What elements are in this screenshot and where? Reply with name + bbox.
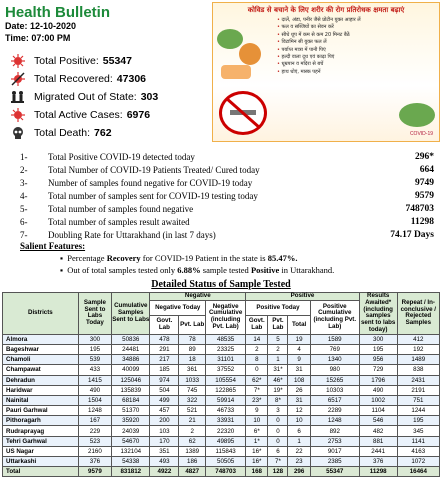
table-cell: 751 bbox=[397, 395, 439, 405]
table-cell: 31 bbox=[288, 395, 310, 405]
table-cell: 1796 bbox=[359, 375, 397, 385]
table-cell: 1 bbox=[288, 436, 310, 446]
table-cell: 50836 bbox=[112, 334, 150, 344]
table-cell: 1141 bbox=[397, 436, 439, 446]
district-cell: Total bbox=[3, 467, 79, 477]
table-cell: 1248 bbox=[78, 406, 111, 416]
table-cell: 24039 bbox=[112, 426, 150, 436]
table-total-row bbox=[3, 467, 440, 477]
table-cell: 9017 bbox=[310, 446, 359, 456]
table-row bbox=[3, 355, 440, 365]
summary-migrated bbox=[10, 89, 210, 105]
table-cell: 457 bbox=[150, 406, 179, 416]
poster-heading: कोविड से बचाने के लिए शरीर की रोग प्रतिरोधक क्षमता बढ़ाएं bbox=[247, 6, 405, 14]
summary-label: Total Recovered: bbox=[34, 73, 113, 85]
table-cell: 9579 bbox=[78, 467, 111, 477]
table-cell: 539 bbox=[78, 355, 111, 365]
covid-logo: COVID-19 bbox=[409, 131, 433, 137]
table-cell: 433 bbox=[78, 365, 111, 375]
table-cell: 229 bbox=[78, 426, 111, 436]
table-cell: 62* bbox=[246, 375, 268, 385]
table-cell: 1* bbox=[246, 436, 268, 446]
table-row bbox=[3, 446, 440, 456]
table-cell: 125046 bbox=[112, 375, 150, 385]
summary-label: Total Death: bbox=[34, 127, 91, 139]
food-bowl-image bbox=[221, 65, 251, 79]
table-cell: 33931 bbox=[206, 416, 246, 426]
col-group-negative: Negative bbox=[150, 293, 246, 301]
green-vegetables-image bbox=[399, 103, 435, 127]
table-cell: 23325 bbox=[206, 344, 246, 354]
summary-value: 303 bbox=[140, 91, 159, 103]
table-cell: 167 bbox=[78, 416, 111, 426]
table-cell: 31 bbox=[288, 365, 310, 375]
table-cell: 128 bbox=[268, 467, 288, 477]
table-cell: 2191 bbox=[397, 385, 439, 395]
summary-value: 6976 bbox=[126, 109, 151, 121]
table-cell: 0 bbox=[246, 365, 268, 375]
table-cell: 504 bbox=[150, 385, 179, 395]
table-cell: 31* bbox=[268, 365, 288, 375]
col-negative-cum: Negative Cumulative (including Pvt. Lab) bbox=[206, 300, 246, 334]
table-cell: 745 bbox=[179, 385, 206, 395]
table-cell: 4922 bbox=[150, 467, 179, 477]
table-cell: 4163 bbox=[397, 446, 439, 456]
table-cell: 6 bbox=[268, 446, 288, 456]
col-cum-sent: Cumulative Samples Sent to Labs bbox=[112, 293, 150, 335]
table-cell: 50505 bbox=[206, 457, 246, 467]
table-cell: 300 bbox=[359, 334, 397, 344]
table-cell: 490 bbox=[78, 385, 111, 395]
table-row bbox=[3, 344, 440, 354]
table-cell: 55347 bbox=[310, 467, 359, 477]
table-cell: 24481 bbox=[112, 344, 150, 354]
summary-value: 55347 bbox=[102, 55, 132, 67]
table-row bbox=[3, 334, 440, 344]
table-cell: 493 bbox=[150, 457, 179, 467]
table-cell: 23 bbox=[288, 457, 310, 467]
table-cell: 7* bbox=[246, 385, 268, 395]
stat-row: 1- Total Positive COVID-19 detected today 296* bbox=[20, 151, 434, 162]
table-cell: 6 bbox=[288, 426, 310, 436]
table-cell: 12 bbox=[288, 406, 310, 416]
table-cell: 3 bbox=[268, 406, 288, 416]
table-cell: 1504 bbox=[78, 395, 111, 405]
col-awaited: Results Awaited* (including samples sent to labs today) bbox=[360, 292, 396, 333]
virus-icon bbox=[10, 54, 26, 68]
recovered-virus-icon bbox=[10, 72, 26, 86]
table-cell: 16* bbox=[246, 446, 268, 456]
table-row bbox=[3, 406, 440, 416]
migration-icon bbox=[10, 90, 26, 104]
table-cell: 345 bbox=[397, 426, 439, 436]
table-cell: 1415 bbox=[78, 375, 111, 385]
table-cell: 37552 bbox=[206, 365, 246, 375]
table-cell: 22 bbox=[288, 446, 310, 456]
summary-label: Migrated Out of State: bbox=[34, 91, 137, 103]
table-cell: 54338 bbox=[112, 457, 150, 467]
col-repeat: Repeat / In-conclusive / Rejected Samples bbox=[397, 293, 439, 335]
table-cell: 769 bbox=[310, 344, 359, 354]
table-cell: 6517 bbox=[310, 395, 359, 405]
table-cell: 2289 bbox=[310, 406, 359, 416]
district-cell: Chamoli bbox=[3, 355, 79, 365]
sample-status-table bbox=[2, 292, 440, 477]
table-cell: 6* bbox=[246, 426, 268, 436]
table-cell: 490 bbox=[359, 385, 397, 395]
table-cell: 135839 bbox=[112, 385, 150, 395]
table-cell: 1072 bbox=[397, 457, 439, 467]
summary-label: Total Positive: bbox=[34, 55, 99, 67]
table-row bbox=[3, 457, 440, 467]
col-districts: Districts bbox=[3, 293, 79, 335]
table-cell: 376 bbox=[78, 457, 111, 467]
table-cell: 186 bbox=[179, 457, 206, 467]
summary-value: 762 bbox=[94, 127, 112, 139]
table-cell: 10 bbox=[288, 416, 310, 426]
table-cell: 200 bbox=[150, 416, 179, 426]
table-cell: 4827 bbox=[179, 467, 206, 477]
table-cell: 7* bbox=[268, 457, 288, 467]
table-cell: 48535 bbox=[206, 334, 246, 344]
table-cell: 217 bbox=[150, 355, 179, 365]
table-cell: 195 bbox=[397, 416, 439, 426]
table-cell: 2441 bbox=[359, 446, 397, 456]
table-cell: 1389 bbox=[179, 446, 206, 456]
col-positive-cum: Positive Cumulative (including Pvt. Lab) bbox=[310, 300, 359, 334]
table-cell: 2 bbox=[268, 344, 288, 354]
table-row bbox=[3, 395, 440, 405]
table-cell: 1 bbox=[268, 355, 288, 365]
table-cell: 4 bbox=[288, 344, 310, 354]
table-cell: 54670 bbox=[112, 436, 150, 446]
summary-total-death bbox=[10, 125, 210, 141]
table-cell: 35920 bbox=[112, 416, 150, 426]
table-cell: 2385 bbox=[310, 457, 359, 467]
table-cell: 51370 bbox=[112, 406, 150, 416]
summary-label: Total Active Cases: bbox=[34, 109, 123, 121]
district-cell: Almora bbox=[3, 334, 79, 344]
stat-row: 6- Total number of samples result awaited 11298 bbox=[20, 216, 434, 227]
col-negative-today: Negative Today bbox=[150, 300, 206, 316]
death-icon bbox=[10, 126, 26, 140]
district-cell: Champawat bbox=[3, 365, 79, 375]
table-cell: 49895 bbox=[206, 436, 246, 446]
table-cell: 546 bbox=[359, 416, 397, 426]
table-cell: 103 bbox=[150, 426, 179, 436]
table-cell: 729 bbox=[359, 365, 397, 375]
table-cell: 0 bbox=[268, 426, 288, 436]
table-cell: 478 bbox=[150, 334, 179, 344]
table-row bbox=[3, 436, 440, 446]
district-cell: Rudraprayag bbox=[3, 426, 79, 436]
table-cell: 1340 bbox=[310, 355, 359, 365]
bulletin-title: Health Bulletin bbox=[5, 4, 111, 21]
table-row bbox=[3, 426, 440, 436]
table-cell: 195 bbox=[78, 344, 111, 354]
table-cell: 10303 bbox=[310, 385, 359, 395]
table-row bbox=[3, 385, 440, 395]
table-cell: 192 bbox=[397, 344, 439, 354]
table-cell: 16* bbox=[246, 457, 268, 467]
table-cell: 482 bbox=[359, 426, 397, 436]
table-cell: 1248 bbox=[310, 416, 359, 426]
table-cell: 170 bbox=[150, 436, 179, 446]
summary-value: 47306 bbox=[116, 73, 146, 85]
stat-row: 2- Total Number of COVID-19 Patients Treated/ Cured today 664 bbox=[20, 164, 434, 175]
table-cell: 16464 bbox=[397, 467, 439, 477]
stat-row: 5- Total number of samples found negative 748703 bbox=[20, 203, 434, 214]
fruit-image bbox=[239, 43, 261, 65]
summary-total-recovered bbox=[10, 71, 210, 87]
col-pos-total: Total bbox=[288, 316, 310, 334]
table-cell: 89 bbox=[179, 344, 206, 354]
stat-row: 7- Doubling Rate for Uttarakhand (in last 7 days) 74.17 Days bbox=[20, 229, 434, 240]
table-row bbox=[3, 365, 440, 375]
virus-icon bbox=[10, 108, 26, 122]
table-cell: 1104 bbox=[359, 406, 397, 416]
table-cell: 105554 bbox=[206, 375, 246, 385]
table-cell: 31101 bbox=[206, 355, 246, 365]
table-cell: 881 bbox=[359, 436, 397, 446]
table-cell: 1489 bbox=[397, 355, 439, 365]
vegetables-image bbox=[217, 29, 243, 49]
no-smoking-icon bbox=[219, 91, 267, 135]
table-cell: 21 bbox=[179, 416, 206, 426]
table-title: Detailed Status of Sample Tested bbox=[151, 279, 291, 290]
table-cell: 1244 bbox=[397, 406, 439, 416]
table-cell: 122865 bbox=[206, 385, 246, 395]
table-cell: 8* bbox=[268, 395, 288, 405]
table-cell: 40099 bbox=[112, 365, 150, 375]
table-cell: 26 bbox=[288, 385, 310, 395]
immunity-poster bbox=[212, 2, 440, 142]
summary-total-positive bbox=[10, 53, 210, 69]
stat-row: 4- Total number of samples sent for COVID-19 testing today 9579 bbox=[20, 190, 434, 201]
table-cell: 974 bbox=[150, 375, 179, 385]
poster-tips: • दालें, अंडा, पनीर जैसे प्रोटीन युक्त आहार लें • फल व सब्जियों का सेवन करें • सीधे धूप में कम से कम 20 मिनट बैठें • विटामिन सी युक्त फल लें • पर्याप्त मात्रा में पानी पिएं • हल्दी वाला दूध एवं काढ़ा पिएं • धूम्रपान व मदिरा से बचें • हाथ धोएं, मास्क पहनें bbox=[277, 17, 439, 76]
table-cell: 18 bbox=[179, 355, 206, 365]
table-cell: 115843 bbox=[206, 446, 246, 456]
table-cell: 521 bbox=[179, 406, 206, 416]
table-row bbox=[3, 375, 440, 385]
district-cell: Tehri Garhwal bbox=[3, 436, 79, 446]
table-cell: 2431 bbox=[397, 375, 439, 385]
table-cell: 5 bbox=[268, 334, 288, 344]
district-cell: Nainital bbox=[3, 395, 79, 405]
col-sent-today: Sample Sent to Labs Today bbox=[78, 293, 111, 335]
table-cell: 14 bbox=[246, 334, 268, 344]
table-cell: 838 bbox=[397, 365, 439, 375]
table-cell: 892 bbox=[310, 426, 359, 436]
table-row bbox=[3, 416, 440, 426]
table-cell: 132104 bbox=[112, 446, 150, 456]
table-cell: 980 bbox=[310, 365, 359, 375]
col-positive-today: Positive Today bbox=[246, 300, 311, 316]
table-cell: 291 bbox=[150, 344, 179, 354]
bulletin-date: Date: 12-10-2020 bbox=[5, 21, 77, 31]
table-cell: 9 bbox=[246, 406, 268, 416]
table-cell: 1589 bbox=[310, 334, 359, 344]
table-cell: 523 bbox=[78, 436, 111, 446]
table-cell: 361 bbox=[179, 365, 206, 375]
table-cell: 499 bbox=[150, 395, 179, 405]
table-cell: 322 bbox=[179, 395, 206, 405]
col-pos-pvt: Pvt. Lab bbox=[268, 316, 288, 334]
table-cell: 11298 bbox=[359, 467, 397, 477]
table-cell: 351 bbox=[150, 446, 179, 456]
col-group-positive: Positive bbox=[246, 293, 360, 301]
summary-active-cases bbox=[10, 107, 210, 123]
col-neg-govt: Govt. Lab bbox=[150, 316, 179, 334]
salient-heading: Salient Features: bbox=[20, 241, 86, 251]
table-cell: 956 bbox=[359, 355, 397, 365]
salient-bullet-recovery: ▪ Percentage Recovery for COVID-19 Patient in the state is 85.47%. bbox=[60, 253, 298, 263]
table-cell: 62 bbox=[179, 436, 206, 446]
salient-bullet-positivity: ▪ Out of total samples tested only 6.88% sample tested Positive in Uttarakhand. bbox=[60, 265, 335, 275]
col-neg-pvt: Pvt. Lab bbox=[179, 316, 206, 334]
table-cell: 19* bbox=[268, 385, 288, 395]
table-cell: 10 bbox=[246, 416, 268, 426]
table-cell: 296 bbox=[288, 467, 310, 477]
table-cell: 9 bbox=[288, 355, 310, 365]
stat-row: 3- Number of samples found negative for COVID-19 today 9749 bbox=[20, 177, 434, 188]
district-cell: US Nagar bbox=[3, 446, 79, 456]
district-cell: Pauri Garhwal bbox=[3, 406, 79, 416]
table-cell: 2 bbox=[179, 426, 206, 436]
col-pos-govt: Govt. Lab bbox=[246, 316, 268, 334]
table-cell: 23* bbox=[246, 395, 268, 405]
table-cell: 108 bbox=[288, 375, 310, 385]
table-cell: 185 bbox=[150, 365, 179, 375]
table-cell: 46733 bbox=[206, 406, 246, 416]
table-cell: 59914 bbox=[206, 395, 246, 405]
table-cell: 19 bbox=[288, 334, 310, 344]
table-cell: 0 bbox=[268, 436, 288, 446]
table-cell: 300 bbox=[78, 334, 111, 344]
table-cell: 195 bbox=[359, 344, 397, 354]
district-cell: Uttarkashi bbox=[3, 457, 79, 467]
table-cell: 412 bbox=[397, 334, 439, 344]
district-cell: Bageshwar bbox=[3, 344, 79, 354]
table-cell: 22320 bbox=[206, 426, 246, 436]
bulletin-time: Time: 07:00 PM bbox=[5, 33, 71, 43]
district-cell: Haridwar bbox=[3, 385, 79, 395]
table-cell: 376 bbox=[359, 457, 397, 467]
table-cell: 46* bbox=[268, 375, 288, 385]
table-cell: 2160 bbox=[78, 446, 111, 456]
table-cell: 2 bbox=[246, 344, 268, 354]
table-cell: 831812 bbox=[112, 467, 150, 477]
table-cell: 168 bbox=[246, 467, 268, 477]
table-cell: 1002 bbox=[359, 395, 397, 405]
table-cell: 15265 bbox=[310, 375, 359, 385]
table-cell: 68184 bbox=[112, 395, 150, 405]
table-cell: 0 bbox=[268, 416, 288, 426]
table-cell: 78 bbox=[179, 334, 206, 344]
table-cell: 2753 bbox=[310, 436, 359, 446]
district-cell: Pithoragarh bbox=[3, 416, 79, 426]
table-cell: 34886 bbox=[112, 355, 150, 365]
table-cell: 748703 bbox=[206, 467, 246, 477]
table-cell: 1033 bbox=[179, 375, 206, 385]
table-cell: 8 bbox=[246, 355, 268, 365]
district-cell: Dehradun bbox=[3, 375, 79, 385]
